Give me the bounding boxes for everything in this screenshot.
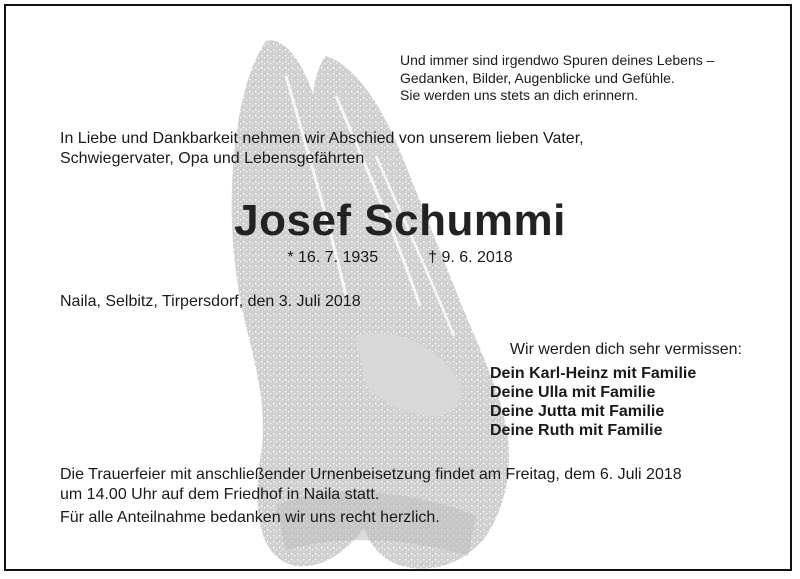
- service-info: [60, 465, 682, 505]
- poem-line: Und immer sind irgendwo Spuren deines Lebens –: [400, 52, 715, 68]
- intro-line: In Liebe und Dankbarkeit nehmen wir Abschied von unserem lieben Vater,: [60, 130, 584, 147]
- poem-line: Gedanken, Bilder, Augenblicke und Gefühle.: [400, 69, 675, 86]
- place-date-line: Naila, Selbitz, Tirpersdorf, den 3. Juli 2018: [60, 293, 361, 310]
- birth-date: * 16. 7. 1935: [287, 249, 379, 266]
- obituary-notice: [4, 4, 792, 571]
- intro-text: [60, 129, 584, 169]
- intro-line: Schwiegervater, Opa und Lebensgefährten: [60, 150, 365, 167]
- signers-list: [490, 364, 696, 440]
- poem-line: Sie werden uns stets an dich erinnern.: [400, 87, 639, 103]
- signer-name: Dein Karl-Heinz mit Familie: [490, 365, 697, 382]
- thanks-line: Für alle Anteilnahme bedanken wir uns recht herzlich.: [60, 509, 440, 526]
- poem-verse: [400, 52, 714, 105]
- signer-name: Deine Jutta mit Familie: [490, 403, 665, 420]
- service-line: um 14.00 Uhr auf dem Friedhof in Naila statt.: [60, 486, 380, 503]
- service-line: Die Trauerfeier mit anschließender Urnenbeisetzung findet am Freitag, dem 6. Juli 2018: [60, 466, 682, 483]
- deceased-name: Josef Schummi: [234, 196, 566, 245]
- signer-name: Deine Ruth mit Familie: [490, 422, 663, 439]
- life-dates: [6, 248, 792, 268]
- farewell-heading: Wir werden dich sehr vermissen:: [509, 341, 742, 358]
- signer-name: Deine Ulla mit Familie: [490, 384, 656, 401]
- death-date: † 9. 6. 2018: [428, 249, 513, 266]
